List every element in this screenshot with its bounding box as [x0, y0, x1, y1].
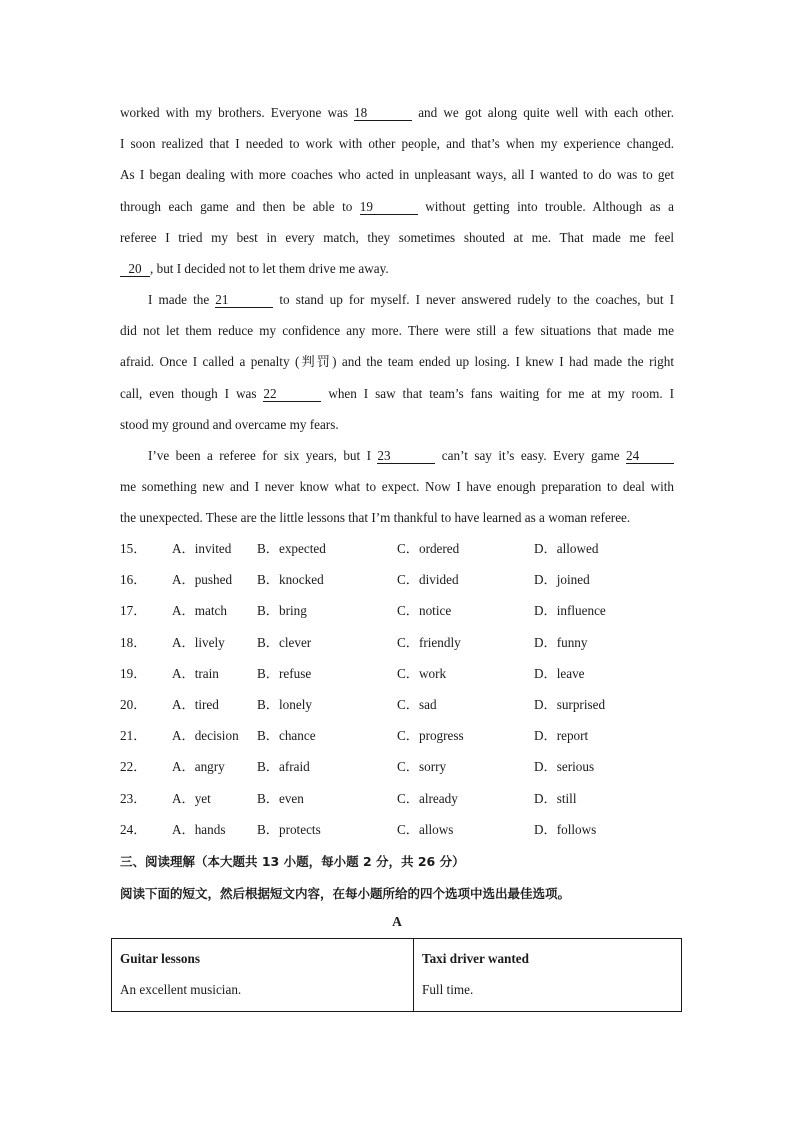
- section-instruction: 阅读下面的短文，然后根据短文内容，在每小题所给的四个选项中选出最佳选项。: [120, 886, 571, 901]
- option-d[interactable]: D．still: [534, 790, 577, 806]
- option-c[interactable]: C．progress: [397, 728, 464, 744]
- option-d[interactable]: D．funny: [534, 634, 588, 650]
- passage-line: 20 , but I decided not to let them drive me away.: [120, 253, 674, 284]
- ad-text: Full time.: [422, 982, 474, 997]
- passage-line: I made the 21 to stand up for myself. I never answered rudely to the coaches, but I: [148, 292, 675, 307]
- option-d[interactable]: D．report: [534, 728, 589, 744]
- question-number: 22．: [120, 759, 147, 775]
- option-row-20: [120, 689, 680, 720]
- option-b[interactable]: B．refuse: [257, 665, 312, 681]
- question-number: 20．: [120, 696, 147, 712]
- ad-title: Guitar lessons: [120, 951, 200, 966]
- option-row-18: [120, 627, 680, 658]
- passage-line: I’ve been a referee for six years, but I 23 can’t say it’s easy. Every game 24: [120, 440, 674, 471]
- passage-line: referee I tried my best in every match, they sometimes shouted at me. That made me feel: [120, 229, 674, 245]
- option-b[interactable]: B．afraid: [257, 759, 310, 775]
- option-c[interactable]: C．already: [397, 790, 458, 806]
- option-b[interactable]: B．even: [257, 790, 304, 806]
- option-c[interactable]: C．sad: [397, 696, 437, 712]
- question-number: 19．: [120, 665, 147, 681]
- blank-20: 20: [120, 261, 150, 277]
- option-d[interactable]: D．follows: [534, 821, 597, 837]
- question-number: 16．: [120, 572, 147, 588]
- option-b[interactable]: B．knocked: [257, 572, 324, 588]
- option-b[interactable]: B．lonely: [257, 696, 312, 712]
- ads-table: [111, 938, 682, 1012]
- option-row-16: [120, 564, 680, 595]
- passage-paragraph-1: [120, 97, 674, 284]
- option-c[interactable]: C．sorry: [397, 759, 447, 775]
- passage-paragraph-2: [120, 284, 674, 440]
- passage-line: I soon realized that I needed to work with other people, and that’s when my experience changed.: [120, 136, 674, 152]
- blank-21: 21: [215, 292, 273, 308]
- option-row-23: [120, 783, 680, 814]
- option-a[interactable]: A．invited: [172, 541, 232, 556]
- question-number: 23．: [120, 790, 147, 806]
- option-d[interactable]: D．surprised: [534, 696, 606, 712]
- option-d[interactable]: D．allowed: [534, 541, 599, 556]
- option-row-17: [120, 595, 680, 626]
- option-a[interactable]: A．train: [172, 665, 219, 681]
- question-number: 17．: [120, 603, 147, 619]
- option-b[interactable]: B．chance: [257, 728, 316, 744]
- option-row-24: [120, 814, 680, 845]
- option-a[interactable]: A．pushed: [172, 572, 233, 588]
- passage-line: afraid. Once I called a penalty (判罚) and the team ended up losing. I knew I had made the right: [120, 354, 674, 370]
- option-a[interactable]: A．decision: [172, 728, 239, 744]
- option-c[interactable]: C．allows: [397, 821, 454, 837]
- passage-line: call, even though I was 22 when I saw that team’s fans waiting for me at my room. I: [120, 385, 674, 401]
- option-b[interactable]: B．bring: [257, 603, 307, 619]
- option-d[interactable]: D．serious: [534, 759, 595, 775]
- passage-line: stood my ground and overcame my fears.: [120, 416, 339, 432]
- ad-text: An excellent musician.: [120, 982, 242, 997]
- passage-letter: A: [392, 914, 402, 929]
- blank-22: 22: [263, 386, 321, 402]
- option-row-15: [120, 533, 680, 564]
- option-d[interactable]: D．joined: [534, 572, 590, 588]
- blank-18: 18: [354, 105, 412, 121]
- option-b[interactable]: B．clever: [257, 634, 312, 650]
- ad-title: Taxi driver wanted: [422, 951, 529, 966]
- option-c[interactable]: C．friendly: [397, 634, 461, 650]
- option-row-19: [120, 658, 680, 689]
- question-number: 18．: [120, 634, 147, 650]
- question-number: 24．: [120, 821, 147, 837]
- option-c[interactable]: C．notice: [397, 603, 452, 619]
- option-a[interactable]: A．tired: [172, 696, 219, 712]
- section-heading: 三、阅读理解（本大题共 13 小题，每小题 2 分，共 26 分）: [120, 854, 465, 869]
- option-a[interactable]: A．hands: [172, 821, 226, 837]
- ad-cell-guitar-lessons: [112, 939, 414, 1011]
- option-a[interactable]: A．angry: [172, 759, 225, 775]
- passage-line: through each game and then be able to 19 without getting into trouble. Although as a: [120, 198, 674, 214]
- option-d[interactable]: D．leave: [534, 665, 585, 681]
- passage-line: the unexpected. These are the little lessons that I’m thankful to have learned as a woman referee.: [120, 510, 631, 526]
- option-d[interactable]: D．influence: [534, 603, 606, 619]
- passage-paragraph-3: [120, 440, 674, 534]
- option-c[interactable]: C．divided: [397, 572, 459, 588]
- option-row-22: [120, 751, 680, 782]
- passage-line: did not let them reduce my confidence any more. There were still a few situations that made me: [120, 323, 674, 339]
- ad-cell-taxi-driver-wanted: [414, 939, 681, 1011]
- question-number: 15．: [120, 541, 147, 556]
- passage-line: worked with my brothers. Everyone was 18 and we got along quite well with each other.: [120, 105, 674, 120]
- blank-23: 23: [377, 448, 435, 464]
- option-a[interactable]: A．yet: [172, 790, 211, 806]
- blank-24: 24: [626, 448, 674, 464]
- option-a[interactable]: A．lively: [172, 634, 225, 650]
- answer-options: [120, 533, 680, 845]
- option-b[interactable]: B．expected: [257, 541, 326, 556]
- question-number: 21．: [120, 728, 147, 744]
- passage-line: me something new and I never know what to expect. Now I have enough preparation to deal with: [120, 479, 674, 495]
- option-c[interactable]: C．ordered: [397, 541, 460, 556]
- blank-19: 19: [360, 199, 418, 215]
- option-b[interactable]: B．protects: [257, 821, 321, 837]
- option-c[interactable]: C．work: [397, 665, 447, 681]
- option-a[interactable]: A．match: [172, 603, 227, 619]
- passage-line: As I began dealing with more coaches who acted in unpleasant ways, all I wanted to do was to get: [120, 167, 674, 183]
- option-row-21: [120, 720, 680, 751]
